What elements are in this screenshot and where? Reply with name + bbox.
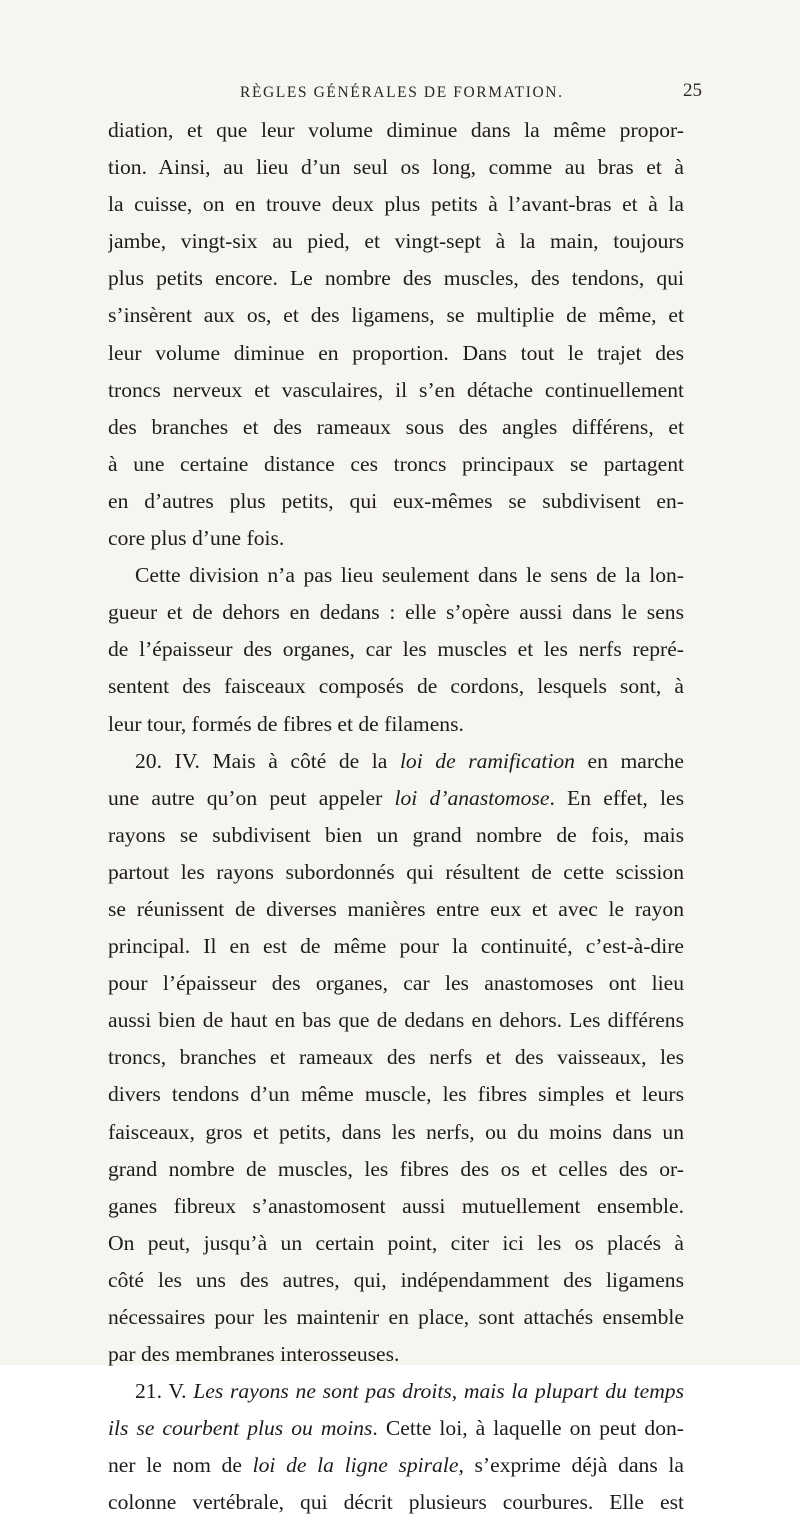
text-run: . Cette loi, à laquelle on peut don- bbox=[372, 1416, 684, 1441]
text-line: gueur et de dehors en dedans : elle s’opère aussi dans le sens bbox=[108, 600, 684, 625]
text-line: à une certaine distance ces troncs principaux se partagent bbox=[108, 451, 684, 476]
text-line bbox=[108, 780, 684, 817]
italic-term: loi de la ligne spirale bbox=[252, 1453, 459, 1478]
text-run: ner le nom de bbox=[108, 1453, 253, 1478]
text-line: aussi bien de haut en bas que de dedans en dehors. Les différens bbox=[108, 1008, 684, 1033]
text-run: une autre qu’on peut appeler bbox=[108, 785, 395, 810]
text-line: troncs nerveux et vasculaires, il s’en détache continuellement bbox=[108, 377, 684, 402]
text-run: en marche bbox=[574, 748, 684, 773]
text-line: divers tendons d’un même muscle, les fibres simples et leurs bbox=[108, 1082, 684, 1107]
text-line: tion. Ainsi, au lieu d’un seul os long, comme au bras et à bbox=[108, 155, 684, 180]
text-line: ganes fibreux s’anastomosent aussi mutuellement ensemble. bbox=[108, 1193, 684, 1218]
text-line: se réunissent de diverses manières entre eux et avec le rayon bbox=[108, 896, 684, 921]
text-run: 20. IV. Mais à côté de la bbox=[135, 748, 400, 773]
text-line bbox=[108, 1373, 684, 1410]
italic-term: loi d’anastomose bbox=[394, 785, 550, 810]
text-line: grand nombre de muscles, les fibres des os et celles des or- bbox=[108, 1156, 684, 1181]
text-line bbox=[108, 1447, 684, 1484]
text-line: nécessaires pour les maintenir en place, sont attachés ensemble bbox=[108, 1305, 684, 1329]
text-line: colonne vertébrale, qui décrit plusieurs courbures. Elle est bbox=[108, 1490, 684, 1515]
text-run: . En effet, les bbox=[549, 785, 684, 810]
text-run: 21. V. bbox=[135, 1379, 194, 1404]
text-line: la cuisse, on en trouve deux plus petits à l’avant-bras et à la bbox=[108, 192, 684, 217]
text-line: troncs, branches et rameaux des nerfs et des vaisseaux, les bbox=[108, 1045, 684, 1070]
page-number: 25 bbox=[683, 80, 702, 101]
text-line: sentent des faisceaux composés de cordons, lesquels sont, à bbox=[108, 674, 684, 699]
text-line: en d’autres plus petits, qui eux-mêmes se subdivisent en- bbox=[108, 488, 684, 513]
text-line: core plus d’une fois. bbox=[108, 526, 285, 551]
text-line: faisceaux, gros et petits, dans les nerfs, ou du moins dans un bbox=[108, 1119, 684, 1144]
text-line: On peut, jusqu’à un certain point, citer ici les os placés à bbox=[108, 1230, 684, 1255]
text-line: plus petits encore. Le nombre des muscles, des tendons, qui bbox=[108, 266, 684, 291]
text-line: des branches et des rameaux sous des angles différens, et bbox=[108, 414, 684, 439]
italic-term: loi de ramification bbox=[399, 748, 575, 773]
text-line: de l’épaisseur des organes, car les muscles et les nerfs repré- bbox=[108, 637, 684, 662]
text-line bbox=[108, 1410, 684, 1447]
text-line: s’insèrent aux os, et des ligamens, se multiplie de même, et bbox=[108, 303, 684, 328]
italic-term: Les rayons ne sont pas droits, mais la plupart du temps bbox=[193, 1379, 684, 1404]
text-line: jambe, vingt-six au pied, et vingt-sept à la main, toujours bbox=[108, 229, 684, 254]
text-line: par des membranes interosseuses. bbox=[108, 1342, 400, 1367]
text-line: partout les rayons subordonnés qui résultent de cette scission bbox=[108, 859, 684, 884]
text-line: côté les uns des autres, qui, indépendamment des ligamens bbox=[108, 1267, 684, 1292]
text-line: leur volume diminue en proportion. Dans tout le trajet des bbox=[108, 340, 684, 365]
text-line: rayons se subdivisent bien un grand nombre de fois, mais bbox=[108, 822, 684, 847]
text-line bbox=[108, 743, 684, 780]
text-line: Cette division n’a pas lieu seulement dans le sens de la lon- bbox=[135, 563, 684, 588]
running-title: RÈGLES GÉNÉRALES DE FORMATION. bbox=[240, 84, 564, 101]
text-line: pour l’épaisseur des organes, car les anastomoses ont lieu bbox=[108, 971, 684, 996]
body-text bbox=[108, 112, 684, 1522]
text-run: , s’exprime déjà dans la bbox=[458, 1453, 684, 1478]
text-line: leur tour, formés de fibres et de filamens. bbox=[108, 711, 464, 736]
text-line: diation, et que leur volume diminue dans la même propor- bbox=[108, 118, 684, 142]
text-line: principal. Il en est de même pour la continuité, c’est-à-dire bbox=[108, 934, 684, 959]
italic-term: ils se courbent plus ou moins bbox=[108, 1416, 373, 1441]
